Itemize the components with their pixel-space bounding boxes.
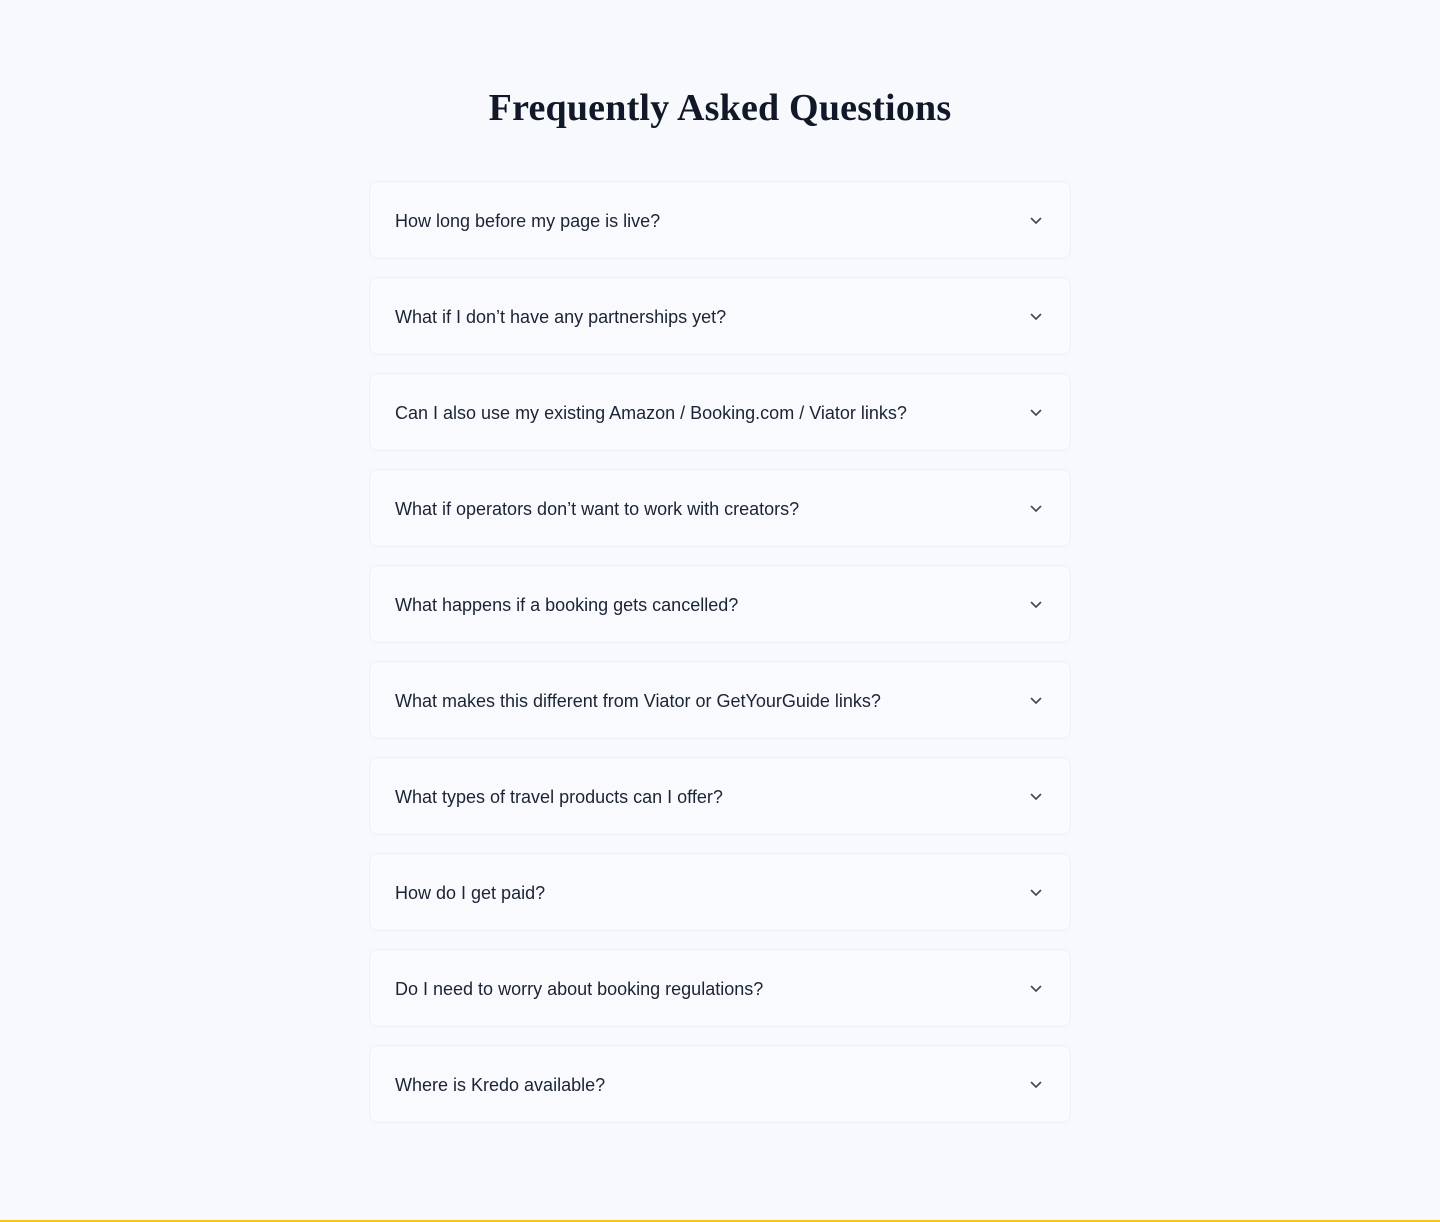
- faq-item-products[interactable]: [369, 757, 1071, 835]
- faq-item-page-live[interactable]: [369, 181, 1071, 259]
- faq-item-availability[interactable]: [369, 1045, 1071, 1123]
- faq-question: What if I don’t have any partnerships yet?: [395, 307, 727, 327]
- chevron-down-icon: [1028, 501, 1044, 517]
- faq-item-cancellation[interactable]: [369, 565, 1071, 643]
- chevron-down-icon: [1028, 405, 1044, 421]
- chevron-down-icon: [1028, 213, 1044, 229]
- chevron-down-icon: [1028, 885, 1044, 901]
- faq-item-partnerships[interactable]: [369, 277, 1071, 355]
- faq-question: What happens if a booking gets cancelled?: [395, 595, 739, 615]
- faq-item-regulations[interactable]: [369, 949, 1071, 1027]
- faq-question: Where is Kredo available?: [395, 1075, 606, 1095]
- faq-question: What types of travel products can I offer?: [395, 787, 723, 807]
- faq-question: Can I also use my existing Amazon / Booking.com / Viator links?: [395, 403, 907, 423]
- faq-question: What makes this different from Viator or GetYourGuide links?: [395, 691, 881, 711]
- faq-question: How do I get paid?: [395, 883, 546, 903]
- faq-question: Do I need to worry about booking regulations?: [395, 979, 764, 999]
- chevron-down-icon: [1028, 693, 1044, 709]
- faq-question: What if operators don’t want to work with creators?: [395, 499, 800, 519]
- faq-item-payment[interactable]: [369, 853, 1071, 931]
- chevron-down-icon: [1028, 789, 1044, 805]
- chevron-down-icon: [1028, 597, 1044, 613]
- page-title: Frequently Asked Questions: [488, 87, 952, 129]
- faq-question: How long before my page is live?: [395, 211, 661, 231]
- chevron-down-icon: [1028, 981, 1044, 997]
- chevron-down-icon: [1028, 1077, 1044, 1093]
- faq-list: [369, 181, 1071, 1141]
- faq-item-differences[interactable]: [369, 661, 1071, 739]
- faq-item-operators[interactable]: [369, 469, 1071, 547]
- chevron-down-icon: [1028, 309, 1044, 325]
- faq-item-existing-links[interactable]: [369, 373, 1071, 451]
